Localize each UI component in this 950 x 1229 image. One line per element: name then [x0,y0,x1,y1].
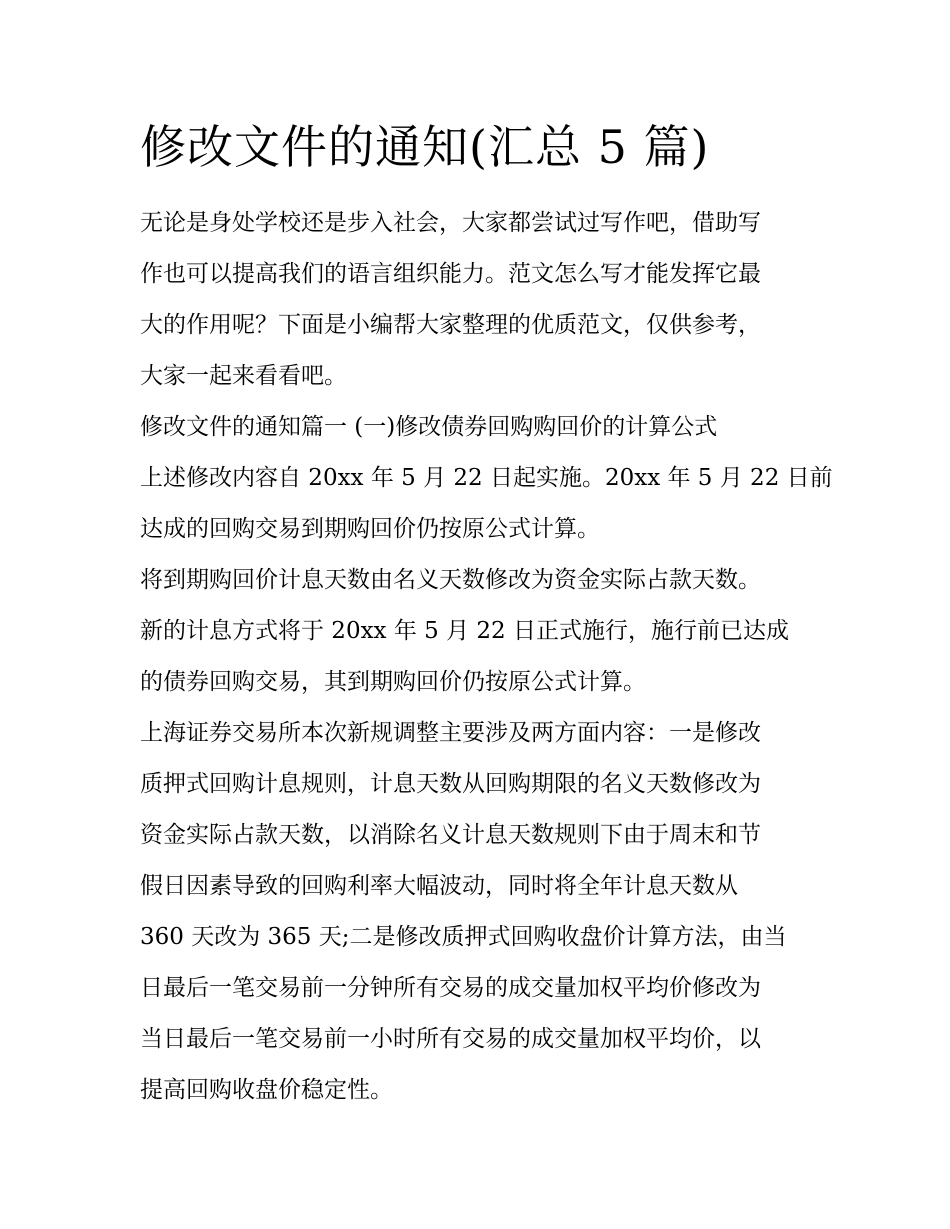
text-line: 将到期购回价计息天数由名义天数修改为资金实际占款天数。 [140,567,761,593]
text-line: 无论是身处学校还是步入社会，大家都尝试过写作吧，借助写 [140,210,761,236]
text-line: 作也可以提高我们的语言组织能力。范文怎么写才能发挥它最 [140,261,761,287]
text-line: 大家一起来看看吧。 [140,363,347,389]
text-line: 假日因素导致的回购利率大幅波动，同时将全年计息天数从 [140,873,738,899]
text-line: 大的作用呢？下面是小编帮大家整理的优质范文，仅供参考， [140,312,761,338]
document-body [140,110,833,1116]
text-line: 日最后一笔交易前一分钟所有交易的成交量加权平均价修改为 [140,975,761,1001]
text-line: 修改文件的通知篇一 (一)修改债券回购购回价的计算公式 [140,414,718,440]
text-line: 资金实际占款天数，以消除名义计息天数规则下由于周末和节 [140,822,761,848]
text-line: 360 天改为 365 天;二是修改质押式回购收盘价计算方法，由当 [140,924,787,950]
text-line: 提高回购收盘价稳定性。 [140,1077,393,1103]
text-line: 达成的回购交易到期购回价仍按原公式计算。 [140,516,600,542]
text-line: 质押式回购计息规则，计息天数从回购期限的名义天数修改为 [140,771,761,797]
text-line: 上海证券交易所本次新规调整主要涉及两方面内容：一是修改 [140,720,761,746]
text-line: 新的计息方式将于 20xx 年 5 月 22 日正式施行，施行前已达成 [140,618,789,644]
text-line: 的债券回购交易，其到期购回价仍按原公式计算。 [140,669,646,695]
text-line: 当日最后一笔交易前一小时所有交易的成交量加权平均价，以 [140,1026,761,1052]
document-title: 修改文件的通知(汇总 5 篇) [140,120,710,174]
paragraph-section-heading [140,402,820,453]
paragraph-sse-adjustment [140,708,820,1116]
paragraph-interest-days [140,555,820,708]
paragraph-effective-date [140,453,833,555]
text-line: 上述修改内容自 20xx 年 5 月 22 日起实施。20xx 年 5 月 22 日前 [140,465,833,491]
paragraph-intro [140,198,820,402]
